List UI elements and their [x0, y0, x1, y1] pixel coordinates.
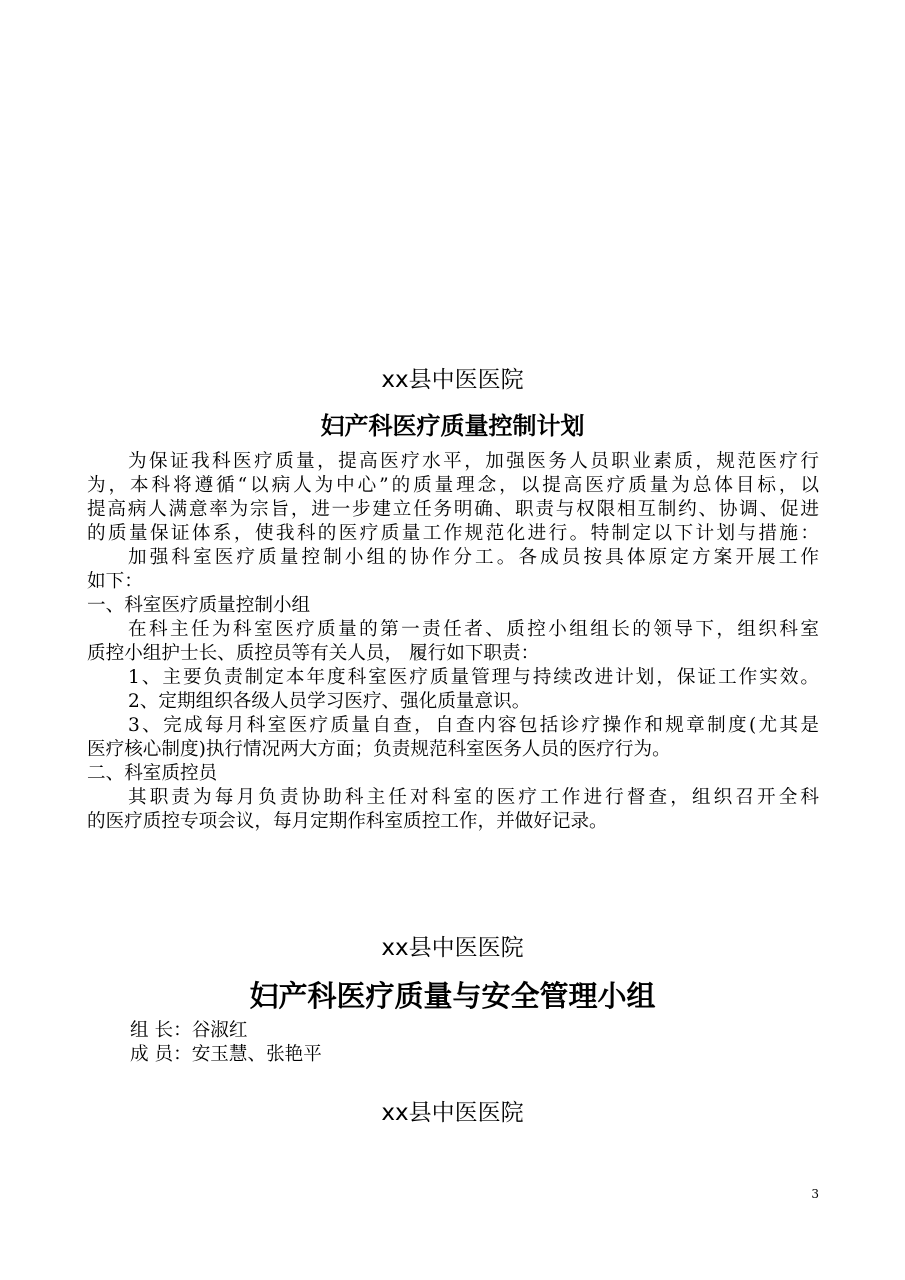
- hospital-name-3: xx县中医医院: [381, 1100, 524, 1126]
- group-members: 成 员：安玉慧、张艳平: [130, 1044, 322, 1065]
- paragraph-line: 的医疗质控专项会议，每月定期作科室质控工作，并做好记录。: [87, 811, 608, 832]
- list-item: 2、定期组织各级人员学习医疗、强化质量意识。: [128, 691, 531, 712]
- page-number: 3: [811, 1187, 819, 1201]
- plan-body: [87, 450, 819, 834]
- paragraph-line: 为保证我科医疗质量，提高医疗水平，加强医务人员职业素质，规范医疗行: [128, 451, 819, 472]
- hospital-name-1: xx县中医医院: [381, 367, 524, 393]
- paragraph-line: 在科主任为科室医疗质量的第一责任者、质控小组组长的领导下，组织科室: [128, 619, 819, 640]
- list-item: 1、主要负责制定本年度科室医疗质量管理与持续改进计划，保证工作实效。: [128, 667, 819, 688]
- paragraph-line: 的质量保证体系，使我科的医疗质量工作规范化进行。特制定以下计划与措施：: [87, 523, 819, 544]
- paragraph-line: 医疗核心制度)执行情况两大方面；负责规范科室医务人员的医疗行为。: [87, 739, 671, 760]
- paragraph-line: 其职责为每月负责协助科主任对科室的医疗工作进行督查，组织召开全科: [128, 787, 819, 808]
- paragraph-line: 质控小组护士长、质控员等有关人员， 履行如下职责：: [87, 643, 540, 664]
- group-leader: 组 长：谷淑红: [130, 1020, 248, 1041]
- section-heading: 二、科室质控员: [87, 763, 218, 784]
- paragraph-line: 提高病人满意率为宗旨，进一步建立任务明确、职责与权限相互制约、协调、促进: [87, 499, 819, 520]
- paragraph-line: 如下：: [87, 571, 143, 592]
- paragraph-line: 为，本科将遵循“以病人为中心”的质量理念，以提高医疗质量为总体目标，以: [87, 475, 819, 496]
- paragraph-line: 加强科室医疗质量控制小组的协作分工。各成员按具体原定方案开展工作: [128, 547, 819, 568]
- hospital-name-2: xx县中医医院: [381, 935, 524, 961]
- list-item: 3、完成每月科室医疗质量自查，自查内容包括诊疗操作和规章制度(尤其是: [128, 715, 819, 736]
- section-heading: 一、科室医疗质量控制小组: [87, 595, 311, 616]
- plan-title: 妇产科医疗质量控制计划: [320, 412, 585, 440]
- group-title: 妇产科医疗质量与安全管理小组: [249, 979, 656, 1013]
